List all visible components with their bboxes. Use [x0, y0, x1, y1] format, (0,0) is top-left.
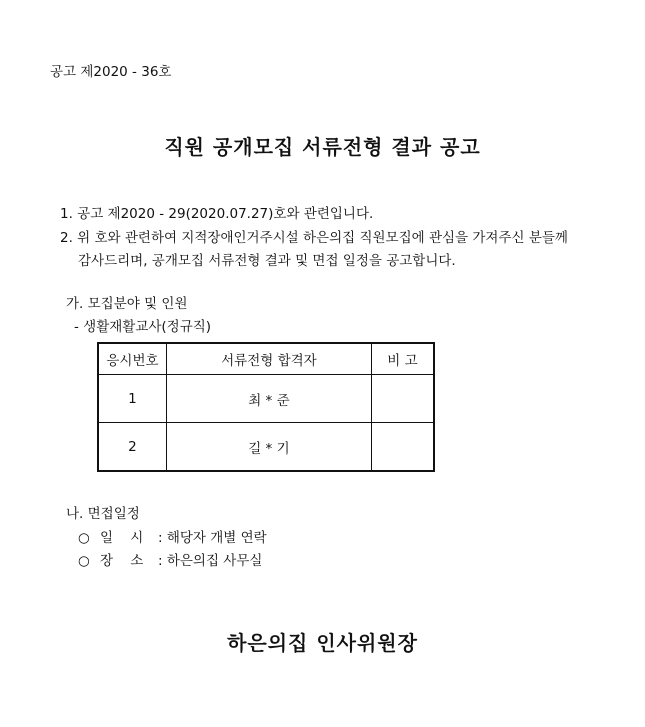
- table-cell-number: 1: [98, 375, 166, 423]
- table-row: [98, 375, 434, 423]
- table-header-passer: 서류전형 합격자: [166, 343, 371, 375]
- section-a-subheading: - 생활재활교사(정규직): [74, 319, 212, 335]
- schedule-label: 일 시: [100, 530, 144, 546]
- paragraph-2-line-2: 감사드리며, 공개모집 서류전형 결과 및 면접 일정을 공고합니다.: [78, 253, 456, 269]
- table-cell-remarks: [371, 423, 434, 472]
- paragraph-2-line-1: 2. 위 호와 관련하여 지적장애인거주시설 하은의집 직원모집에 관심을 가져주신 분들께: [60, 230, 568, 246]
- schedule-label: 장 소: [100, 553, 144, 569]
- table-cell-remarks: [371, 375, 434, 423]
- issuer-signature: 하은의집 인사위원장: [227, 631, 418, 655]
- schedule-item-place: [78, 549, 262, 569]
- table-row: [98, 423, 434, 472]
- circle-bullet-icon: ○: [78, 553, 90, 569]
- notice-number: 공고 제2020 - 36호: [50, 64, 172, 80]
- circle-bullet-icon: ○: [78, 530, 90, 546]
- schedule-value: : 해당자 개별 연락: [158, 530, 267, 546]
- table-header-applicant-number: 응시번호: [98, 343, 166, 375]
- paragraph-1: 1. 공고 제2020 - 29(2020.07.27)호와 관련입니다.: [60, 206, 374, 222]
- section-a-heading: 가. 모집분야 및 인원: [66, 296, 188, 312]
- table-cell-name: 길 * 기: [166, 423, 371, 472]
- table-header-remarks: 비 고: [371, 343, 434, 375]
- table-cell-number: 2: [98, 423, 166, 472]
- table-header-row: [98, 343, 434, 375]
- results-table: [97, 342, 435, 472]
- schedule-value: : 하은의집 사무실: [158, 553, 263, 569]
- table-cell-name: 최 * 준: [166, 375, 371, 423]
- document-title: 직원 공개모집 서류전형 결과 공고: [164, 135, 481, 159]
- schedule-item-date: [78, 526, 267, 546]
- section-b-heading: 나. 면접일정: [66, 506, 140, 522]
